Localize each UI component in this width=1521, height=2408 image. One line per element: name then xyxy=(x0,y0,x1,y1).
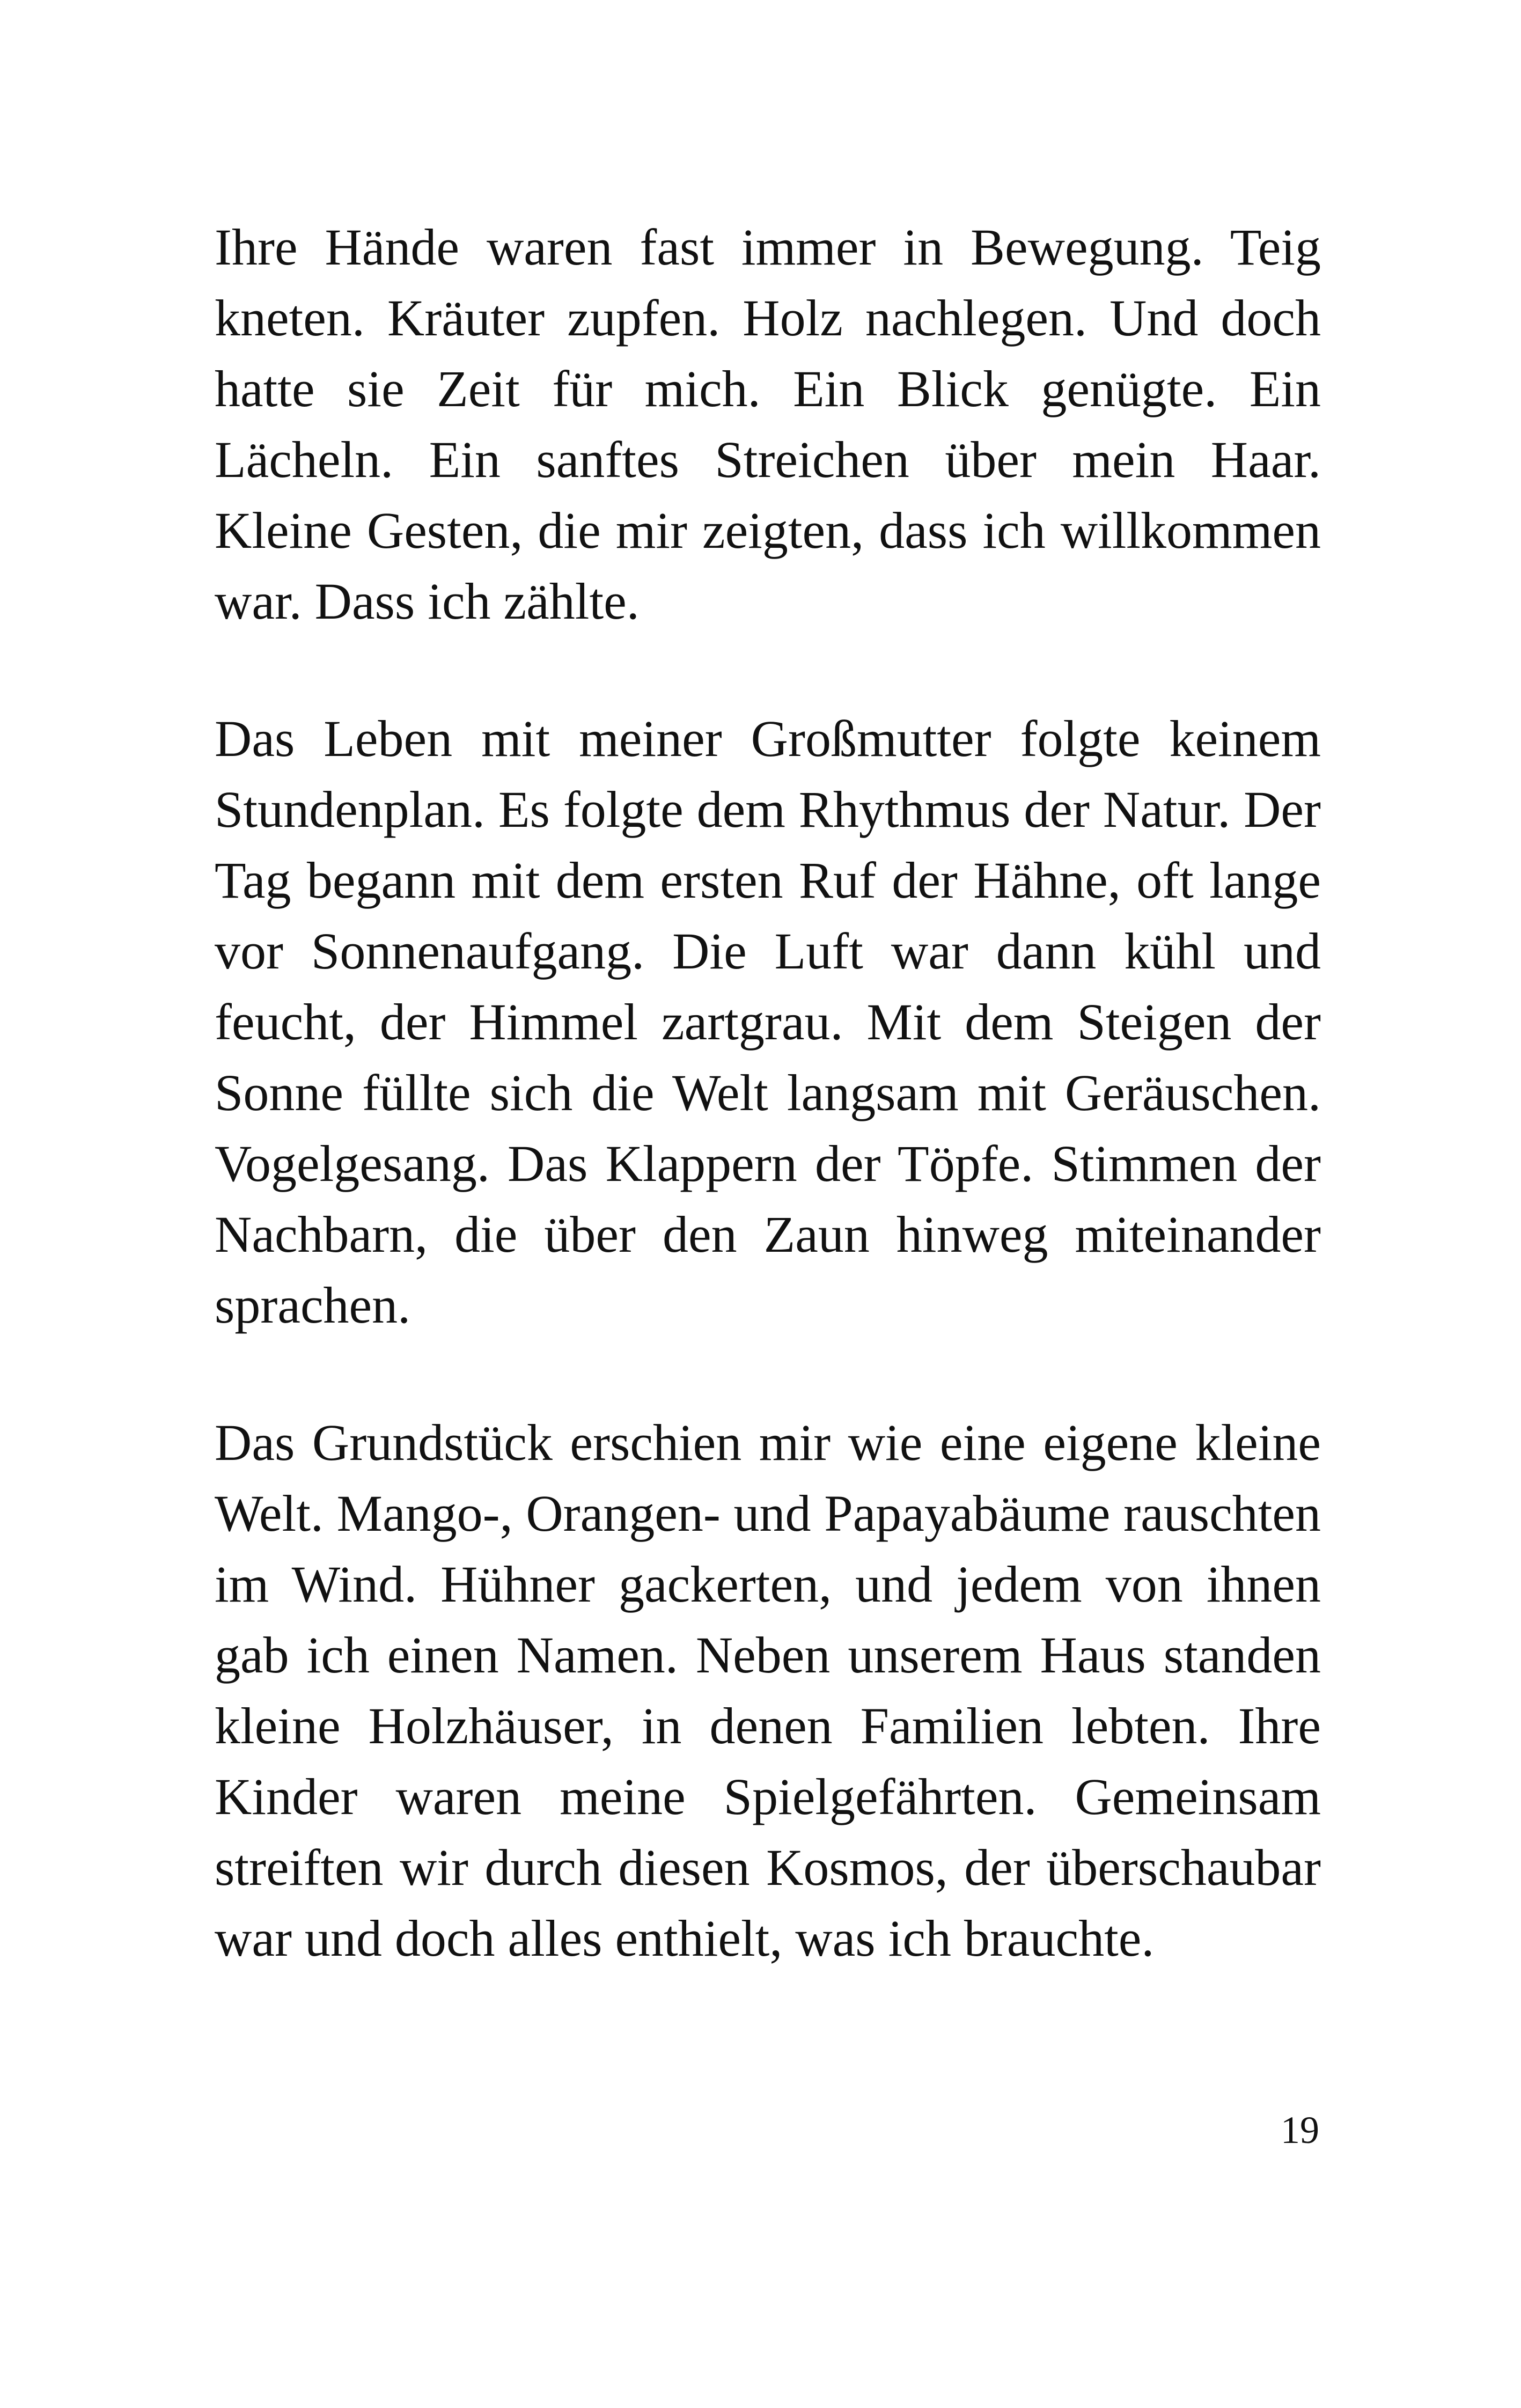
page-number: 19 xyxy=(1281,2109,1319,2152)
body-text xyxy=(215,212,1321,1974)
paragraph-property: Das Grundstück erschien mir wie eine eigene kleine Welt. Mango-, Orangen- und Papayabäume rauschten im Wind. Hühner gackerten, und jedem von ihnen gab ich einen Namen. Neben unserem Haus standen kleine Holzhäuser, in denen Familien lebten. Ihre Kinder waren meine Spielgefährten. Gemeinsam streiften wir durch diesen Kosmos, der überschaubar war und doch alles enthielt, was ich brauchte. xyxy=(215,1414,1321,1967)
paragraph-daily-life: Das Leben mit meiner Großmutter folgte keinem Stundenplan. Es folgte dem Rhythmus der Natur. Der Tag begann mit dem ersten Ruf der Hähne, oft lange vor Sonnenaufgang. Die Luft war dann kühl und feucht, der Himmel zartgrau. Mit dem Steigen der Sonne füllte sich die Welt langsam mit Geräuschen. Vogelgesang. Das Klappern der Töpfe. Stimmen der Nachbarn, die über den Zaun hinweg miteinander sprachen. xyxy=(215,710,1321,1334)
paragraph-hands: Ihre Hände waren fast immer in Bewegung. Teig kneten. Kräuter zupfen. Holz nachlegen. Und doch hatte sie Zeit für mich. Ein Blick genügte. Ein Lächeln. Ein sanftes Streichen über mein Haar. Kleine Gesten, die mir zeigten, dass ich willkommen war. Dass ich zählte. xyxy=(215,218,1321,630)
